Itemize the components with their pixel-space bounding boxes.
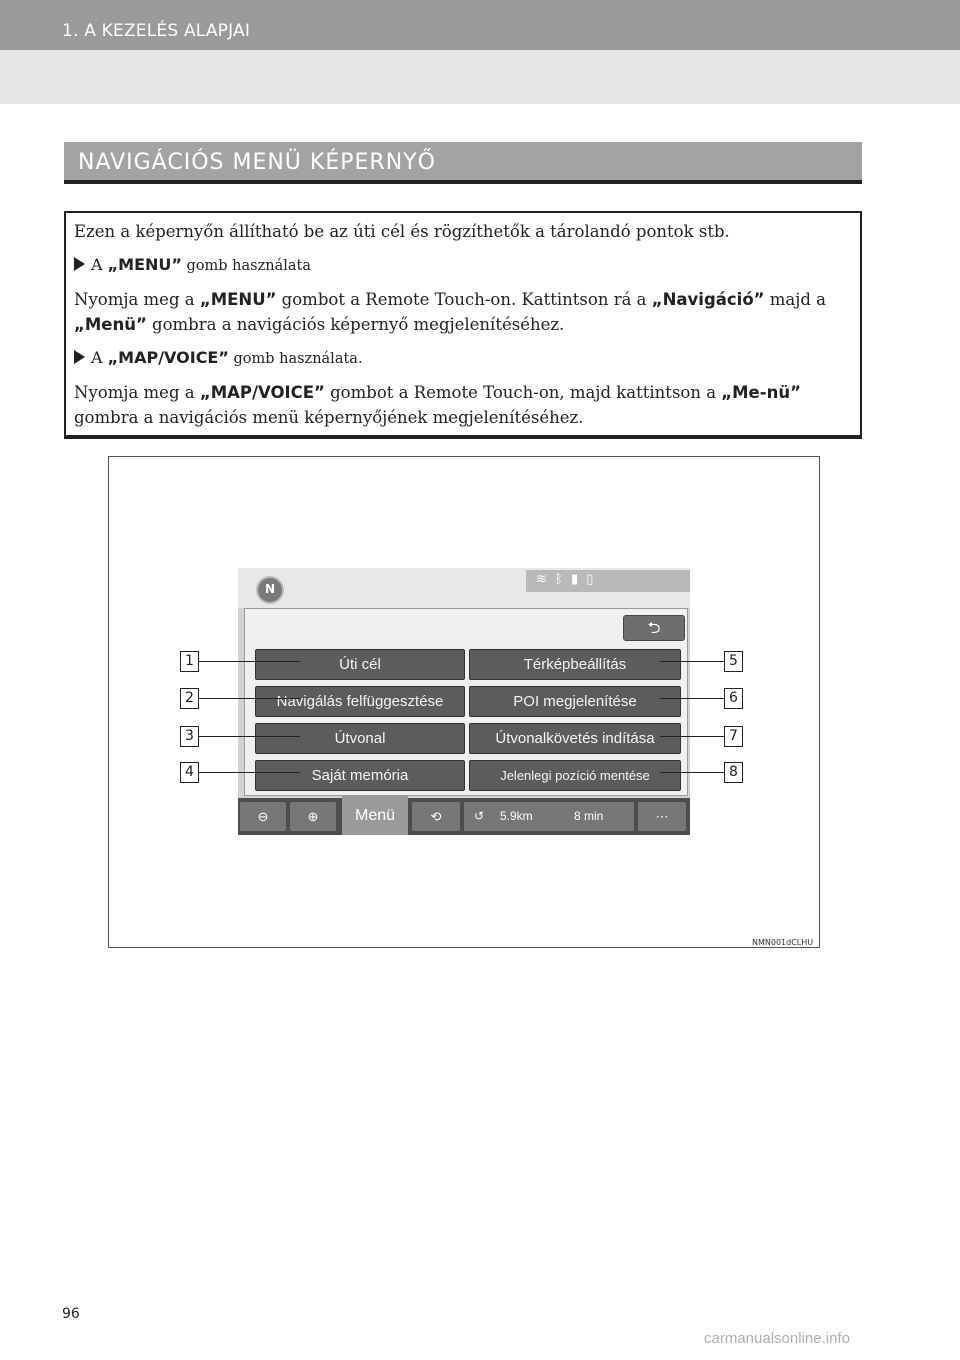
instruction-map-voice: Nyomja meg a „MAP/VOICE” gombot a Remote Touch-on, majd kattintson a „Me-nü” gombra a navigációs menü képernyőjének megjelenítéséhez. bbox=[74, 383, 801, 427]
route-icon: ↺ bbox=[474, 809, 485, 823]
save-current-position-button[interactable]: Jelenlegi pozíció mentése bbox=[469, 760, 681, 791]
status-icons bbox=[536, 572, 595, 587]
chapter-title: 1. A KEZELÉS ALAPJAI bbox=[62, 21, 251, 41]
reroute-icon[interactable]: ⟲ bbox=[412, 802, 460, 831]
poi-display-button[interactable]: POI megjelenítése bbox=[469, 686, 681, 717]
wifi-icon: ≋ bbox=[536, 572, 549, 587]
status-bar bbox=[526, 570, 690, 592]
callout-4: 4 bbox=[180, 762, 199, 783]
callout-line-5 bbox=[660, 661, 724, 662]
triangle-bullet-icon bbox=[74, 257, 85, 271]
zoom-out-icon[interactable]: ⊖ bbox=[240, 802, 286, 831]
info-box bbox=[64, 211, 862, 439]
page-number: 96 bbox=[62, 1306, 80, 1322]
section-header bbox=[64, 142, 862, 184]
time-readout: 8 min bbox=[574, 809, 604, 823]
route-info[interactable] bbox=[464, 802, 634, 831]
bottom-bar bbox=[238, 798, 690, 835]
compass-icon[interactable]: N bbox=[256, 576, 284, 604]
callout-6: 6 bbox=[724, 688, 743, 709]
callout-line-3 bbox=[199, 736, 300, 737]
map-strip bbox=[238, 568, 690, 608]
signal-icon: ▮ bbox=[571, 572, 581, 587]
watermark: carmanualsonline.info bbox=[704, 1330, 850, 1347]
callout-5: 5 bbox=[724, 651, 743, 672]
callout-7: 7 bbox=[724, 726, 743, 747]
callout-8: 8 bbox=[724, 762, 743, 783]
callout-line-4 bbox=[199, 772, 300, 773]
figure-code: NMN001dCLHU bbox=[752, 938, 814, 947]
menu-panel bbox=[244, 608, 688, 796]
callout-line-1 bbox=[199, 661, 300, 662]
header-bar bbox=[0, 0, 960, 50]
callout-3: 3 bbox=[180, 726, 199, 747]
bluetooth-icon: ᛒ bbox=[555, 572, 565, 587]
intro-text: Ezen a képernyőn állítható be az úti cél és rögzíthetők a tárolandó pontok stb. bbox=[74, 222, 730, 241]
destination-button[interactable]: Úti cél bbox=[255, 649, 465, 680]
distance-readout: 5.9km bbox=[500, 809, 533, 823]
start-route-guidance-button[interactable]: Útvonalkövetés indítása bbox=[469, 723, 681, 754]
my-memory-button[interactable]: Saját memória bbox=[255, 760, 465, 791]
menu-tab[interactable]: Menü bbox=[342, 796, 408, 835]
triangle-bullet-icon bbox=[74, 350, 85, 364]
callout-line-7 bbox=[660, 736, 724, 737]
nav-screen bbox=[238, 568, 690, 835]
callout-line-8 bbox=[660, 772, 724, 773]
route-button[interactable]: Útvonal bbox=[255, 723, 465, 754]
bullet-map-voice: A „MAP/VOICE” gomb használata. bbox=[74, 345, 852, 372]
pause-guidance-button[interactable]: Navigálás felfüggesztése bbox=[255, 686, 465, 717]
map-settings-button[interactable]: Térképbeállítás bbox=[469, 649, 681, 680]
battery-icon: ▯ bbox=[586, 572, 596, 587]
callout-line-6 bbox=[660, 698, 724, 699]
back-button[interactable]: ⮌ bbox=[623, 615, 685, 641]
callout-1: 1 bbox=[180, 651, 199, 672]
instruction-menu: Nyomja meg a „MENU” gombot a Remote Touch-on. Kattintson rá a „Navigáció” majd a „Menü” gombra a navigációs képernyő megjelenítéséhez. bbox=[74, 290, 827, 334]
callout-line-2 bbox=[199, 698, 300, 699]
callout-2: 2 bbox=[180, 688, 199, 709]
zoom-in-icon[interactable]: ⊕ bbox=[290, 802, 336, 831]
bullet-menu: A „MENU” gomb használata bbox=[74, 252, 852, 279]
more-options-icon[interactable]: ⋯ bbox=[638, 802, 686, 831]
section-title: NAVIGÁCIÓS MENÜ KÉPERNYŐ bbox=[78, 150, 436, 175]
